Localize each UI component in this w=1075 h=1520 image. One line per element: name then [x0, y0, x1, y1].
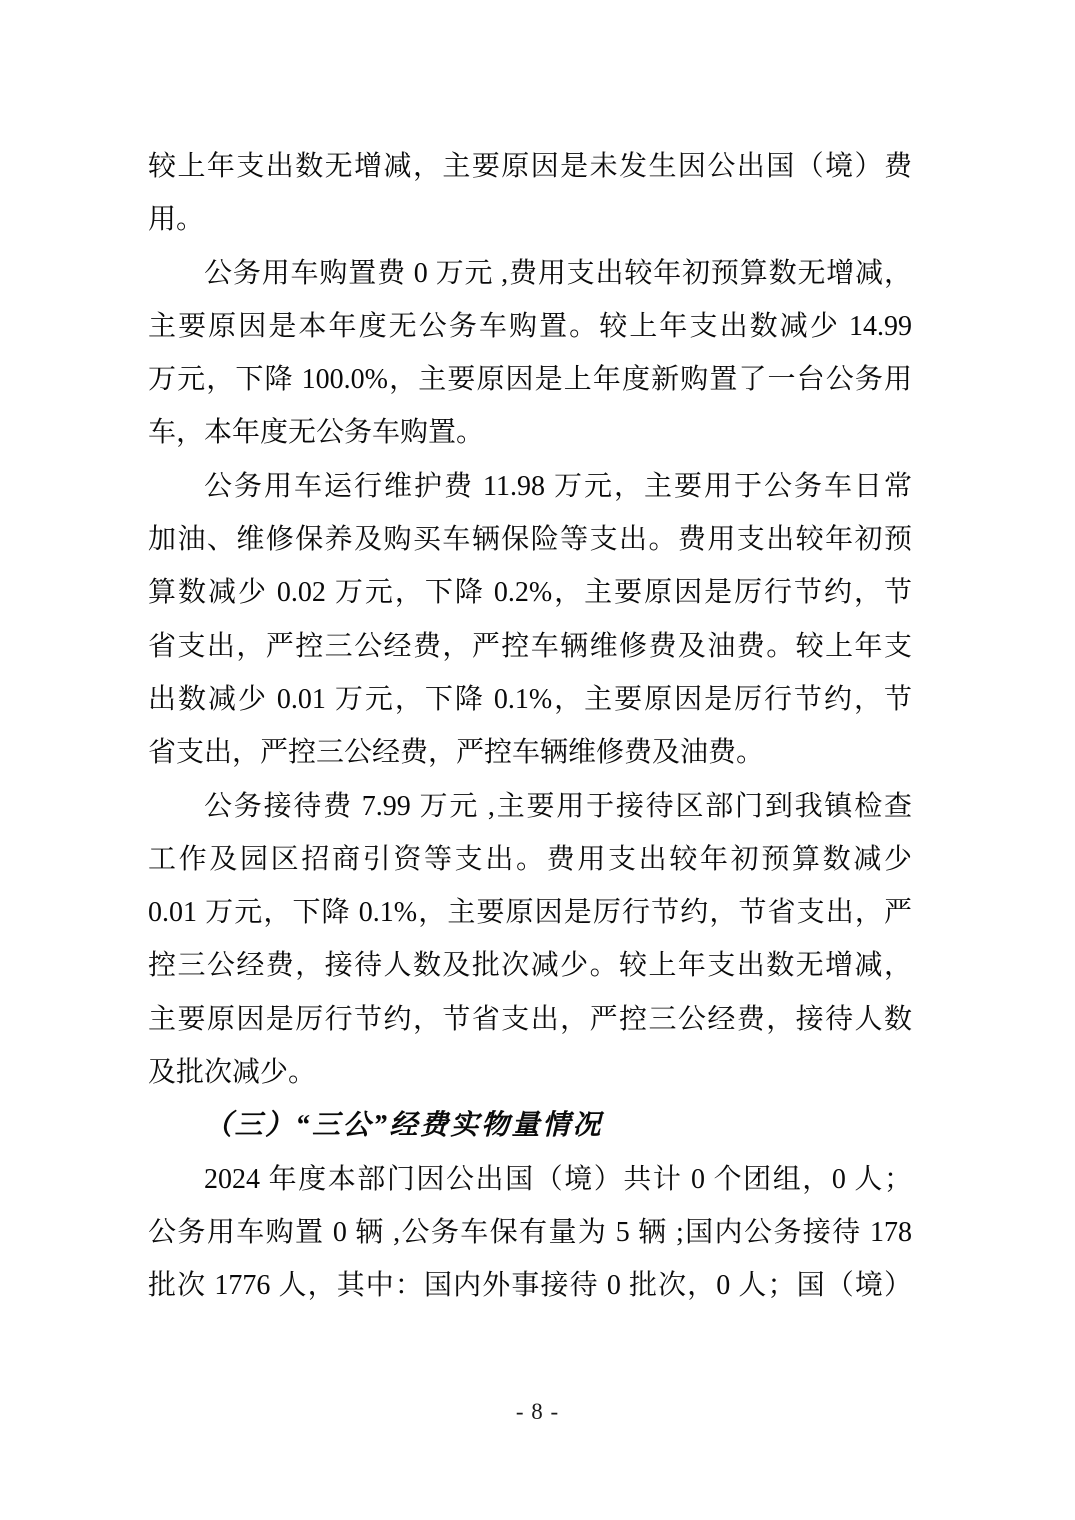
body-line: 及批次减少。 [148, 1057, 317, 1089]
body-line: 工作及园区招商引资等支出。费用支出较年初预算数减少 [148, 843, 912, 875]
paragraph-start-line: 公务接待费 7.99 万元 ,主要用于接待区部门到我镇检查 [204, 790, 912, 822]
body-line: 控三公经费，接待人数及批次减少。较上年支出数无增减， [148, 950, 912, 982]
body-line: 0.01 万元，下降 0.1%，主要原因是厉行节约，节省支出，严 [148, 897, 912, 929]
section-heading: （三）“三公”经费实物量情况 [204, 1110, 604, 1142]
body-line: 省支出，严控三公经费，严控车辆维修费及油费。 [148, 737, 765, 769]
body-line: 公务用车购置 0 辆 ,公务车保有量为 5 辆 ;国内公务接待 178 [148, 1216, 912, 1248]
body-line: 批次 1776 人，其中：国内外事接待 0 批次，0 人；国（境） [148, 1270, 912, 1302]
document-body [148, 140, 912, 1313]
paragraph-start-line: 公务用车运行维护费 11.98 万元，主要用于公务车日常 [204, 470, 912, 502]
paragraph-start-line: 公务用车购置费 0 万元 ,费用支出较年初预算数无增减， [204, 257, 912, 289]
paragraph-start-line: 2024 年度本部门因公出国（境）共计 0 个团组，0 人； [204, 1163, 912, 1195]
body-line: 出数减少 0.01 万元，下降 0.1%，主要原因是厉行节约，节 [148, 683, 912, 715]
body-line: 较上年支出数无增减，主要原因是未发生因公出国（境）费 [148, 151, 912, 182]
body-line: 车，本年度无公务车购置。 [148, 417, 485, 449]
body-line: 省支出，严控三公经费，严控车辆维修费及油费。较上年支 [148, 630, 912, 662]
page-number: - 8 - [515, 1399, 560, 1424]
body-line: 用。 [148, 204, 205, 236]
body-line: 主要原因是厉行节约，节省支出，严控三公经费，接待人数 [148, 1003, 912, 1035]
body-line: 主要原因是本年度无公务车购置。较上年支出数减少 14.99 [148, 310, 912, 342]
body-line: 算数减少 0.02 万元，下降 0.2%，主要原因是厉行节约，节 [148, 577, 912, 609]
body-line: 万元，下降 100.0%，主要原因是上年度新购置了一台公务用 [148, 364, 912, 396]
body-line: 加油、维修保养及购买车辆保险等支出。费用支出较年初预 [148, 524, 912, 556]
